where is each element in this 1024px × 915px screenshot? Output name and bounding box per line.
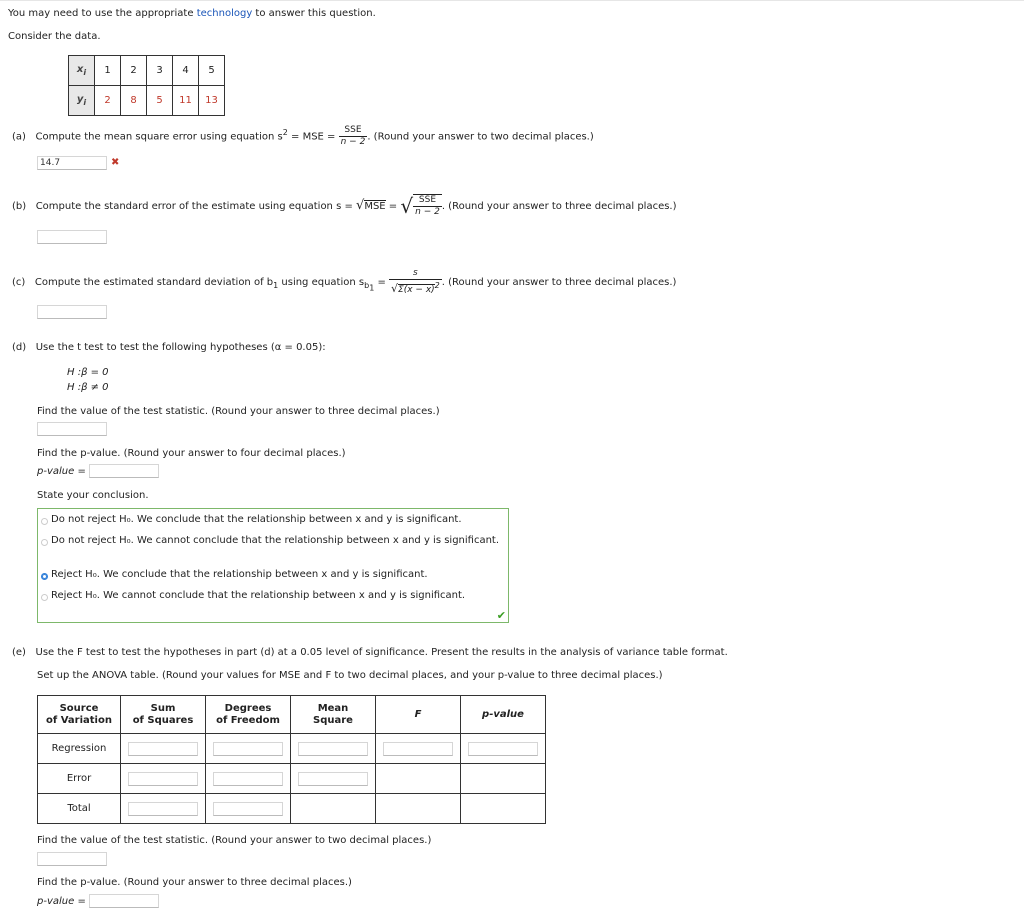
- x-header: $x_i$: [69, 56, 95, 86]
- header-p-value: p-value: [461, 696, 546, 734]
- part-e-question: (e) Use the F test to test the hypotheses in part (d) at a 0.05 level of significance. Present the results in the analysis of variance table format.: [12, 647, 728, 658]
- part-d-question: (d) Use the t test to test the following hypotheses (α = 0.05):: [12, 342, 326, 353]
- intro-text: You may need to use the appropriate technology to answer this question.: [8, 8, 376, 19]
- regression-df-input[interactable]: [213, 742, 283, 756]
- technology-link[interactable]: technology: [196, 8, 253, 19]
- header-source: Source of Variation: [38, 696, 121, 734]
- header-mean-square: Mean Square: [291, 696, 376, 734]
- top-border: [0, 0, 1024, 1]
- f-stat-input[interactable]: [37, 852, 107, 866]
- option-2-label[interactable]: Do not reject H₀. We cannot conclude that the relationship between x and y is significant.: [51, 535, 500, 546]
- y-cell: 13: [199, 86, 225, 116]
- null-hypothesis: H :β = 0: [67, 367, 109, 378]
- anova-row-error: [38, 764, 546, 794]
- row-label: Error: [38, 764, 121, 794]
- option-4-radio[interactable]: [41, 594, 48, 601]
- p-value-input[interactable]: [89, 464, 159, 478]
- part-a-fraction: $\frac{\text{SSE}}{n - 2}$: [340, 125, 366, 147]
- part-c-answer-input[interactable]: [37, 305, 107, 319]
- option-2-radio[interactable]: [41, 539, 48, 546]
- x-cell: 5: [199, 56, 225, 86]
- incorrect-icon: ✖: [111, 157, 120, 168]
- anova-table: [37, 695, 546, 824]
- part-b-question: (b) Compute the standard error of the estimate using equation s = √MSE = √ $\frac{\text{SSE}}{n - 2}$ . (Round your answer to three decimal places.): [12, 194, 677, 218]
- row-label: Total: [38, 794, 121, 824]
- anova-setup-text: Set up the ANOVA table. (Round your values for MSE and F to two decimal places, and your p-value to three decimal places.): [37, 670, 663, 681]
- data-table: [68, 55, 225, 116]
- x-cell: 2: [121, 56, 147, 86]
- header-sum-squares: Sum of Squares: [121, 696, 206, 734]
- conclusion-question: State your conclusion.: [37, 490, 149, 501]
- part-c-fraction: $\frac{s}{√\Sigma(x - x)^2}$: [391, 268, 440, 295]
- conclusion-options-box: [37, 508, 509, 623]
- part-a-question: (a) Compute the mean square error using equation $s^2$ = MSE = $\frac{\text{SSE}}{n - 2}$ . (Round your answer to two decimal places.): [12, 125, 594, 147]
- part-c-question: (c) Compute the estimated standard deviation of $b_1$ using equation $s_{b_1}$ = $\frac{s}{√\Sigma(x - x)^2}$ . (Round your answer to three decimal places.): [12, 268, 677, 295]
- option-3-label[interactable]: Reject H₀. We conclude that the relationship between x and y is significant.: [51, 569, 428, 580]
- header-f: F: [376, 696, 461, 734]
- row-label: Regression: [38, 734, 121, 764]
- x-cell: 1: [95, 56, 121, 86]
- x-cell: 4: [173, 56, 199, 86]
- f-p-value-question: Find the p-value. (Round your answer to three decimal places.): [37, 877, 352, 888]
- y-cell: 8: [121, 86, 147, 116]
- y-cell: 5: [147, 86, 173, 116]
- regression-ms-input[interactable]: [298, 742, 368, 756]
- consider-text: Consider the data.: [8, 31, 101, 42]
- y-cell: 11: [173, 86, 199, 116]
- regression-f-input[interactable]: [383, 742, 453, 756]
- option-3-radio[interactable]: [41, 573, 48, 580]
- header-df: Degrees of Freedom: [206, 696, 291, 734]
- anova-row-regression: [38, 734, 546, 764]
- y-header: $y_i$: [69, 86, 95, 116]
- part-a-answer-input[interactable]: [37, 156, 107, 170]
- f-p-value-label: p-value =: [37, 896, 86, 907]
- test-stat-question: Find the value of the test statistic. (Round your answer to three decimal places.): [37, 406, 440, 417]
- alt-hypothesis: H :β ≠ 0: [67, 382, 109, 393]
- regression-p-input[interactable]: [468, 742, 538, 756]
- f-stat-question: Find the value of the test statistic. (Round your answer to two decimal places.): [37, 835, 432, 846]
- anova-row-total: [38, 794, 546, 824]
- part-b-fraction: $\frac{\text{SSE}}{n - 2}$: [415, 195, 440, 217]
- x-cell: 3: [147, 56, 173, 86]
- p-value-question: Find the p-value. (Round your answer to four decimal places.): [37, 448, 346, 459]
- part-b-answer-input[interactable]: [37, 230, 107, 244]
- y-row: [69, 86, 225, 116]
- error-ss-input[interactable]: [128, 772, 198, 786]
- option-1-radio[interactable]: [41, 518, 48, 525]
- error-df-input[interactable]: [213, 772, 283, 786]
- test-stat-input[interactable]: [37, 422, 107, 436]
- regression-ss-input[interactable]: [128, 742, 198, 756]
- option-1-label[interactable]: Do not reject H₀. We conclude that the relationship between x and y is significant.: [51, 514, 462, 525]
- f-p-value-input[interactable]: [89, 894, 159, 908]
- option-4-label[interactable]: Reject H₀. We cannot conclude that the relationship between x and y is significant.: [51, 590, 466, 601]
- error-ms-input[interactable]: [298, 772, 368, 786]
- p-value-label: p-value =: [37, 466, 86, 477]
- y-cell: 2: [95, 86, 121, 116]
- total-df-input[interactable]: [213, 802, 283, 816]
- x-row: [69, 56, 225, 86]
- anova-header-row: [38, 696, 546, 734]
- total-ss-input[interactable]: [128, 802, 198, 816]
- correct-check-icon: ✔: [496, 609, 506, 622]
